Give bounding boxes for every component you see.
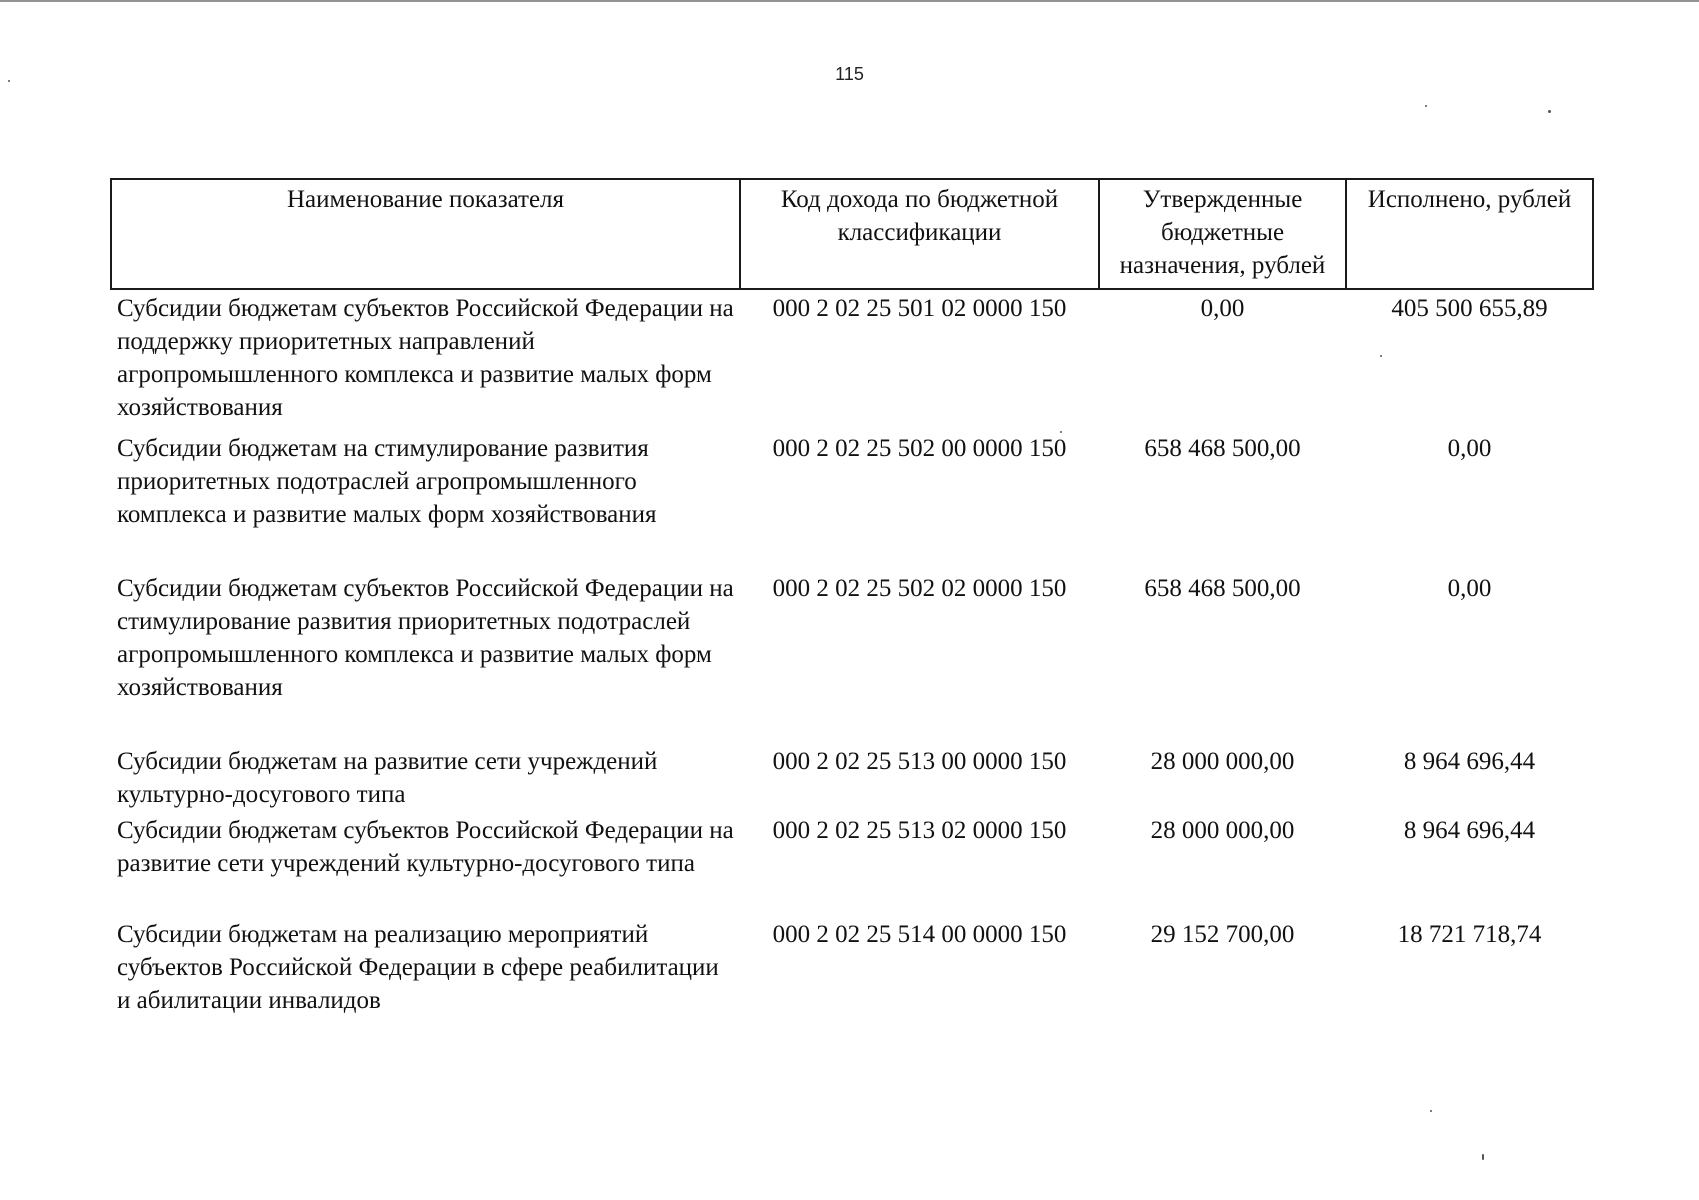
- executed-amount: 405 500 655,89: [1391, 295, 1548, 322]
- indicator-name: Субсидии бюджетам субъектов Российской Федерации на развитие сети учреждений культурно-досугового типа: [117, 817, 734, 877]
- scan-speck: [1425, 105, 1427, 107]
- table-row: [111, 918, 1593, 1028]
- indicator-name: Субсидии бюджетам на реализацию мероприятий субъектов Российской Федерации в сфере реабилитации и абилитации инвалидов: [117, 921, 719, 1014]
- indicator-name: Субсидии бюджетам на стимулирование развития приоритетных подотраслей агропромышленного комплекса и развитие малых форм хозяйствования: [117, 435, 657, 528]
- executed-amount: 18 721 718,74: [1397, 921, 1542, 948]
- income-code: 000 2 02 25 501 02 0000 150: [772, 295, 1067, 322]
- approved-amount: 28 000 000,00: [1150, 748, 1295, 775]
- table-row: [111, 289, 1593, 432]
- indicator-name: Субсидии бюджетам субъектов Российской Федерации на поддержку приоритетных направлений агропромышленного комплекса и развитие малых форм хозяйствования: [117, 295, 734, 421]
- executed-amount: 0,00: [1447, 435, 1492, 462]
- table-row: [111, 432, 1593, 572]
- indicator-name: Субсидии бюджетам субъектов Российской Федерации на стимулирование развития приоритетных подотраслей агропромышленного комплекса и развитие малых форм хозяйствования: [117, 575, 734, 701]
- executed-amount: 8 964 696,44: [1403, 748, 1536, 775]
- scan-speck: [1548, 110, 1551, 113]
- scan-speck: [1430, 1110, 1432, 1112]
- table-row: [111, 814, 1593, 918]
- header-executed-amount: Исполнено, рублей: [1346, 179, 1593, 289]
- income-code: 000 2 02 25 502 02 0000 150: [772, 575, 1067, 602]
- executed-amount: 0,00: [1447, 575, 1492, 602]
- scan-speck: [1380, 355, 1382, 357]
- page-number: 115: [835, 64, 864, 84]
- approved-amount: 29 152 700,00: [1150, 921, 1295, 948]
- income-code: 000 2 02 25 514 00 0000 150: [772, 921, 1067, 948]
- scan-speck: [8, 80, 10, 82]
- table-row: [111, 745, 1593, 814]
- budget-revenue-table: [110, 178, 1594, 1028]
- income-code: 000 2 02 25 502 00 0000 150: [772, 435, 1067, 462]
- approved-amount: 658 468 500,00: [1144, 575, 1301, 602]
- income-code: 000 2 02 25 513 00 0000 150: [772, 748, 1067, 775]
- header-approved-amount: Утвержденные бюджетные назначения, рублей: [1099, 179, 1346, 289]
- header-indicator-name: Наименование показателя: [111, 179, 740, 289]
- scan-edge-line: [0, 0, 1699, 2]
- header-income-code: Код дохода по бюджетной классификации: [740, 179, 1099, 289]
- scan-speck: [1482, 1154, 1484, 1160]
- indicator-name: Субсидии бюджетам на развитие сети учреждений культурно-досугового типа: [117, 748, 658, 808]
- table-row: [111, 572, 1593, 745]
- approved-amount: 658 468 500,00: [1144, 435, 1301, 462]
- income-code: 000 2 02 25 513 02 0000 150: [772, 817, 1067, 844]
- table-header-row: [111, 179, 1593, 289]
- approved-amount: 28 000 000,00: [1150, 817, 1295, 844]
- executed-amount: 8 964 696,44: [1403, 817, 1536, 844]
- approved-amount: 0,00: [1200, 295, 1245, 322]
- scan-speck: [1060, 431, 1062, 433]
